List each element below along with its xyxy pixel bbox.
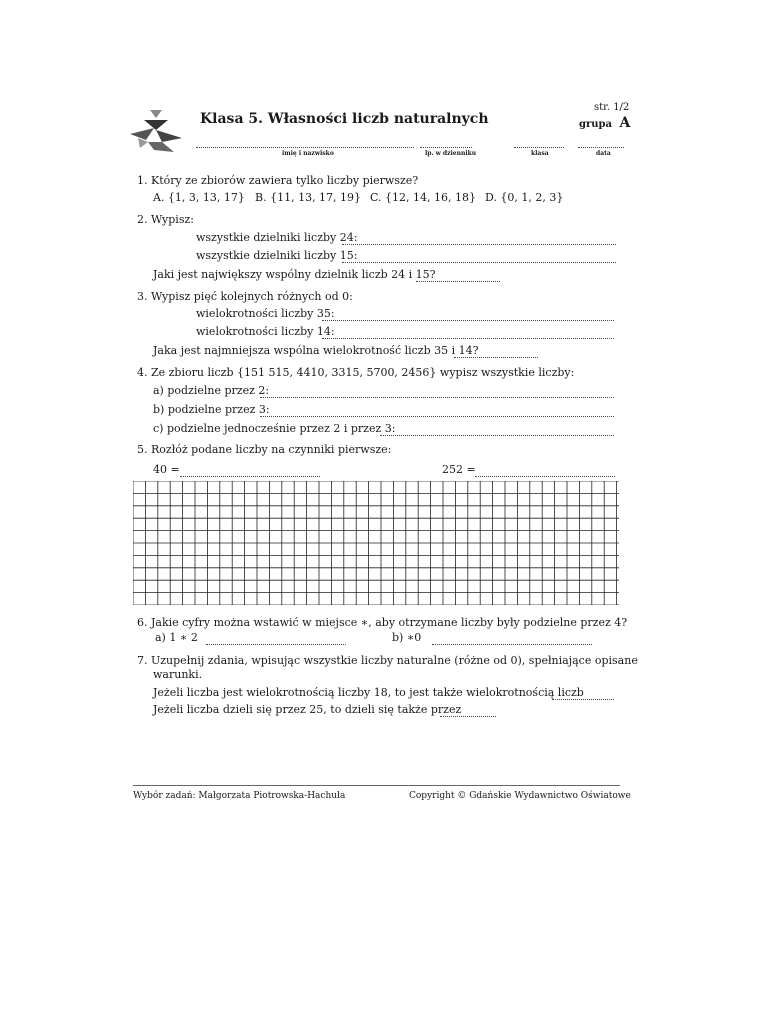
q4-b: b) podzielne przez 3: (153, 403, 270, 416)
q5-answer-right[interactable] (475, 467, 615, 477)
q5-answer-left[interactable] (180, 467, 320, 477)
q2-line3: Jaki jest największy wspólny dzielnik liczb 24 i 15? (153, 268, 436, 281)
date-field-label: data (596, 150, 611, 157)
name-field[interactable] (196, 138, 414, 148)
group-value: A (619, 115, 631, 131)
q7-answer2[interactable] (440, 707, 496, 717)
q6-text: 6. Jakie cyfry można wstawić w miejsce ∗, aby otrzymane liczby były podzielne przez 4? (137, 616, 628, 629)
q7-answer1[interactable] (552, 690, 614, 700)
group-label: grupa A (579, 115, 631, 131)
q4-answer-b[interactable] (260, 407, 614, 417)
page-number: str. 1/2 (594, 102, 630, 113)
class-field-label: klasa (531, 150, 549, 157)
q2-answer3[interactable] (416, 272, 500, 282)
q2-text: 2. Wypisz: (137, 213, 194, 226)
q6-answer-b[interactable] (432, 635, 592, 645)
q7-line1: Jeżeli liczba jest wielokrotnością liczby 18, to jest także wielokrotnością liczb (153, 686, 584, 699)
q3-line2: wielokrotności liczby 14: (196, 325, 335, 338)
q2-line1: wszystkie dzielniki liczby 24: (196, 231, 358, 244)
q5-text: 5. Rozłóż podane liczby na czynniki pierwsze: (137, 443, 392, 456)
q1-option-c[interactable]: C. {12, 14, 16, 18} (370, 191, 476, 204)
q4-answer-c[interactable] (380, 426, 614, 436)
q3-text: 3. Wypisz pięć kolejnych różnych od 0: (137, 290, 353, 303)
q1-text: 1. Który ze zbiorów zawiera tylko liczby pierwsze? (137, 174, 419, 187)
q3-line3: Jaka jest najmniejsza wspólna wielokrotność liczb 35 i 14? (153, 344, 479, 357)
q2-answer2[interactable] (342, 253, 616, 263)
footer-copyright: Copyright © Gdańskie Wydawnictwo Oświatowe (409, 791, 631, 801)
page-title: Klasa 5. Własności liczb naturalnych (200, 111, 489, 127)
q6-a: a) 1 ∗ 2 (155, 631, 198, 644)
name-field-label: imię i nazwisko (282, 150, 334, 157)
q3-answer2[interactable] (322, 329, 614, 339)
q6-b: b) ∗0 (392, 631, 422, 644)
tangram-logo-icon (128, 108, 186, 154)
q4-answer-a[interactable] (260, 388, 614, 398)
squared-grid[interactable] (133, 481, 619, 605)
q3-answer1[interactable] (322, 311, 614, 321)
register-number-field[interactable] (420, 138, 472, 148)
q7-text1: 7. Uzupełnij zdania, wpisując wszystkie liczby naturalne (różne od 0), spełniające opisane (137, 654, 638, 667)
register-number-label: lp. w dzienniku (425, 150, 477, 157)
q7-line2: Jeżeli liczba dzieli się przez 25, to dzieli się także przez (153, 703, 462, 716)
q6-answer-a[interactable] (206, 635, 346, 645)
q1-option-a[interactable]: A. {1, 3, 13, 17} (153, 191, 245, 204)
footer-author: Wybór zadań: Małgorzata Piotrowska-Hachuła (133, 791, 346, 801)
footer-divider (133, 785, 620, 786)
q1-option-d[interactable]: D. {0, 1, 2, 3} (485, 191, 564, 204)
q1-option-b[interactable]: B. {11, 13, 17, 19} (255, 191, 362, 204)
q5-left: 40 = (153, 463, 180, 476)
class-field[interactable] (514, 138, 564, 148)
q4-c: c) podzielne jednocześnie przez 2 i przez 3: (153, 422, 396, 435)
q5-right: 252 = (442, 463, 476, 476)
q3-answer3[interactable] (454, 348, 538, 358)
q3-line1: wielokrotności liczby 35: (196, 307, 335, 320)
q2-line2: wszystkie dzielniki liczby 15: (196, 249, 358, 262)
date-field[interactable] (578, 138, 624, 148)
q2-answer1[interactable] (342, 235, 616, 245)
q7-text2: warunki. (153, 668, 203, 681)
q4-text: 4. Ze zbioru liczb {151 515, 4410, 3315, 5700, 2456} wypisz wszystkie liczby: (137, 366, 575, 379)
q4-a: a) podzielne przez 2: (153, 384, 270, 397)
